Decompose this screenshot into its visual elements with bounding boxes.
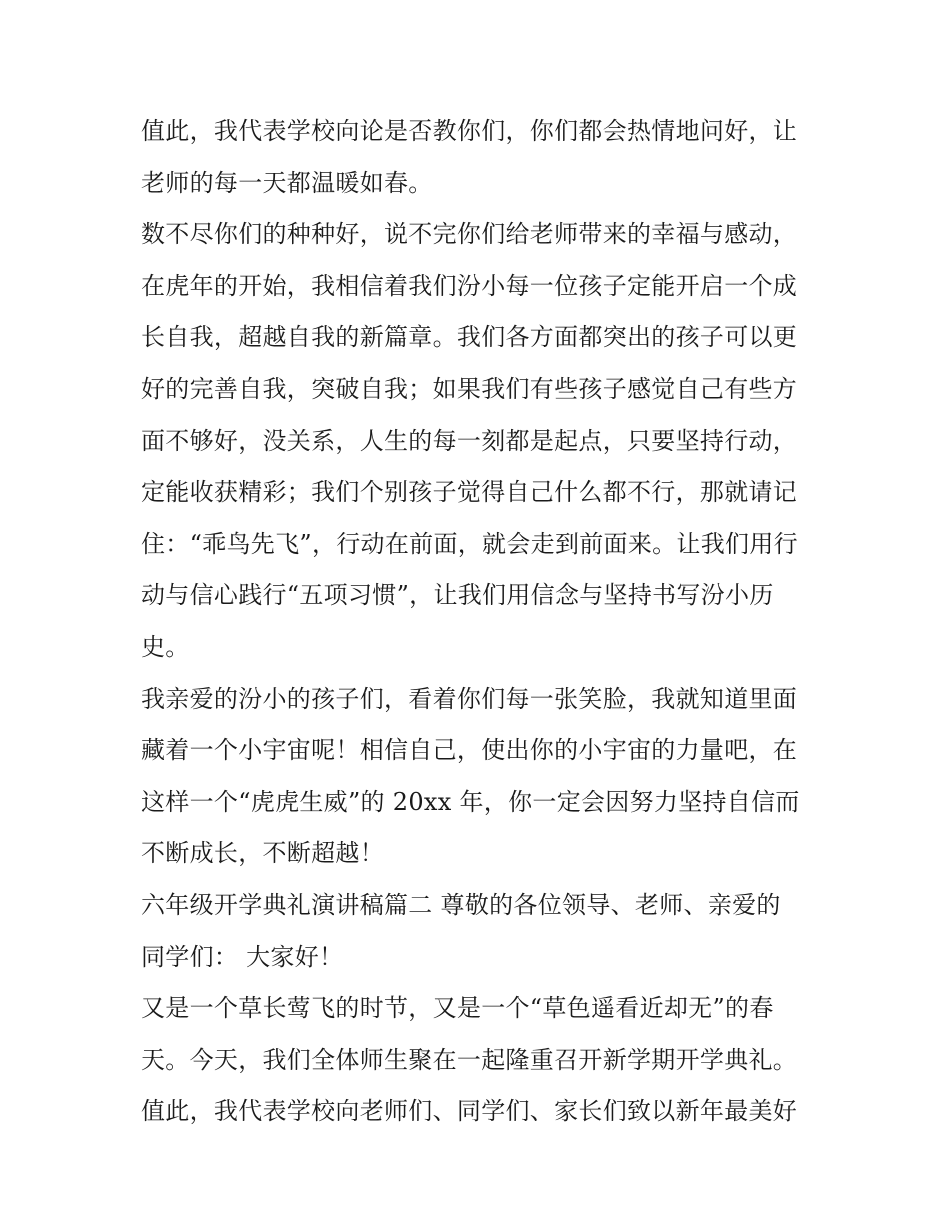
text-line: 值此，我代表学校向论是否教你们，你们都会热情地问好，让 [141,117,798,145]
text-line: 我亲爱的汾小的孩子们，看着你们每一张笑脸，我就知道里面 [141,684,798,713]
text-line: 动与信心践行“五项习惯”，让我们用信念与坚持书写汾小历 [141,581,774,610]
text-line: 数不尽你们的种种好，说不完你们给老师带来的幸福与感动， [141,220,798,249]
text-line: 同学们： 大家好！ [141,942,344,971]
text-line: 藏着一个小宇宙呢！相信自己，使出你的小宇宙的力量吧，在 [141,736,798,765]
text-line: 在虎年的开始，我相信着我们汾小每一位孩子定能开启一个成 [141,271,798,300]
text-line: 好的完善自我，突破自我；如果我们有些孩子感觉自己有些方 [141,374,798,403]
text-line: 天。今天，我们全体师生聚在一起隆重召开新学期开学典礼。 [141,1045,798,1074]
text-line: 史。 [141,632,190,661]
text-line: 长自我，超越自我的新篇章。我们各方面都突出的孩子可以更 [141,323,798,352]
body-text [141,106,821,1138]
text-line: 老师的每一天都温暖如春。 [141,168,433,197]
text-line: 面不够好，没关系，人生的每一刻都是起点，只要坚持行动， [141,426,798,455]
text-line: 不断成长，不断超越！ [141,839,384,868]
text-line: 住：“乖鸟先飞”，行动在前面，就会走到前面来。让我们用行 [141,529,798,558]
text-line: 定能收获精彩；我们个别孩子觉得自己什么都不行，那就请记 [141,478,798,507]
text-line: 这样一个“虎虎生威”的 20xx 年，你一定会因努力坚持自信而 [141,787,800,816]
text-line: 又是一个草长莺飞的时节，又是一个“草色遥看近却无”的春 [141,994,774,1023]
text-line: 值此，我代表学校向老师们、同学们、家长们致以新年最美好 [141,1097,798,1126]
text-line: 六年级开学典礼演讲稿篇二 尊敬的各位领导、老师、亲爱的 [141,890,781,919]
